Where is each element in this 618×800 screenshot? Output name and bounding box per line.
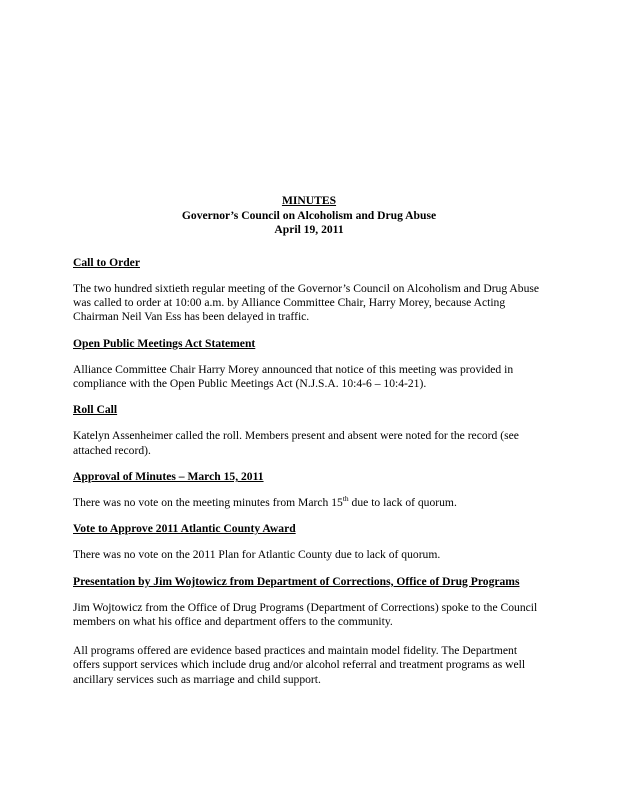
paragraph-text: due to lack of quorum. bbox=[348, 496, 457, 510]
section-paragraph: All programs offered are evidence based practices and maintain model fidelity. The Department offers support services which include drug and/or alcohol referral and treatment programs as well ancillary services such as marriage and child support. bbox=[73, 644, 526, 686]
section-heading: Roll Call bbox=[73, 403, 118, 417]
section-approval-of-minutes bbox=[73, 470, 545, 510]
section-heading: Approval of Minutes – March 15, 2011 bbox=[73, 469, 264, 483]
meeting-date: April 19, 2011 bbox=[274, 223, 344, 237]
section-paragraph: Alliance Committee Chair Harry Morey announced that notice of this meeting was provided in compliance with the Open Public Meetings Act (N.J.S.A. 10:4-6 – 10:4-21). bbox=[73, 362, 514, 390]
ordinal-suffix: th bbox=[342, 494, 349, 504]
section-paragraph: There was no vote on the 2011 Plan for Atlantic County due to lack of quorum. bbox=[73, 548, 441, 562]
section-paragraph bbox=[73, 496, 545, 510]
section-paragraph: Katelyn Assenheimer called the roll. Members present and absent were noted for the record (see attached record). bbox=[73, 429, 519, 457]
paragraph-text: There was no vote on the meeting minutes from March 15 bbox=[73, 496, 343, 510]
section-call-to-order bbox=[73, 256, 545, 325]
section-paragraph: The two hundred sixtieth regular meeting of the Governor’s Council on Alcoholism and Drug Abuse was called to order at 10:00 a.m. by Alliance Committee Chair, Harry Morey, because Acting Chairman Neil Van Ess has been delayed in traffic. bbox=[73, 281, 540, 324]
document-page bbox=[73, 194, 545, 699]
section-paragraph: Jim Wojtowicz from the Office of Drug Programs (Department of Corrections) spoke to the Council members on what his office and department offers to the community. bbox=[73, 600, 538, 629]
section-roll-call bbox=[73, 403, 545, 458]
section-heading: Presentation by Jim Wojtowicz from Department of Corrections, Office of Drug Programs bbox=[73, 574, 520, 588]
section-heading: Vote to Approve 2011 Atlantic County Award bbox=[73, 522, 296, 536]
title-block bbox=[73, 194, 545, 238]
document-title: MINUTES bbox=[281, 194, 337, 207]
section-presentation bbox=[73, 575, 545, 687]
section-heading: Call to Order bbox=[73, 255, 140, 269]
organization-name: Governor’s Council on Alcoholism and Drug Abuse bbox=[181, 208, 437, 222]
section-heading: Open Public Meetings Act Statement bbox=[73, 336, 256, 350]
section-open-public-meetings bbox=[73, 337, 545, 392]
section-vote-atlantic-county bbox=[73, 522, 545, 562]
